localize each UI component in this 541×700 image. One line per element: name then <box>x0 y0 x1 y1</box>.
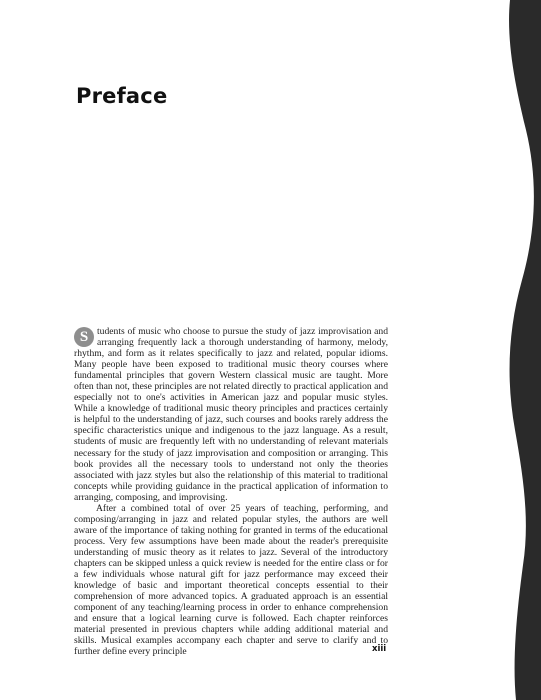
paragraph-2: After a combined total of over 25 years of teaching, performing, and composing/arranging in jazz and related popular styles, the authors are well aware of the importance of taking nothing for granted in terms of the educational process. Very few assumptions have been made about the reader's prerequisite understanding of music theory as it relates to jazz. Several of the introductory chapters can be skipped unless a quick review is needed for the entire class or for a few individuals whose natural gift for jazz performance may exceed their knowledge of basic and important theoretical concepts essential to their comprehension of more advanced topics. A graduated approach is an essential component of any teaching/learning process in order to enhance comprehension and ensure that a logical learning curve is followed. Each chapter reinforces material presented in previous chapters while adding additional material and skills. Musical examples accompany each chapter and serve to clarify and to further define every principle <box>74 502 388 658</box>
paragraph-1-text: tudents of music who choose to pursue the study of jazz improvisation and arranging frequently lack a thorough understanding of harmony, melody, rhythm, and form as it relates specifically to jazz and related, popular idioms. Many people have been exposed to traditional music theory courses where fundamental principles that govern Western classical music are taught. More often than not, these principles are not related directly to practical application and especially not to one's activities in American jazz and popular music styles. While a knowledge of traditional music theory principles and practices certainly is helpful to the understanding of jazz, such courses and books rarely address the specific characteristics unique and indigenous to the jazz language. As a result, students of music are frequently left with no understanding of relevant materials necessary for the study of jazz improvisation and composition or arranging. This book provides all the necessary tools to understand not only the theories associated with jazz styles but also the relationship of this material to traditional concepts while providing guidance in the practical application of information to arranging, composing, and improvising. <box>74 326 388 503</box>
page-number: xiii <box>372 644 387 654</box>
preface-body <box>74 326 388 657</box>
page-title: Preface <box>76 84 168 108</box>
drop-cap: S <box>74 327 94 347</box>
paragraph-1 <box>74 326 388 503</box>
